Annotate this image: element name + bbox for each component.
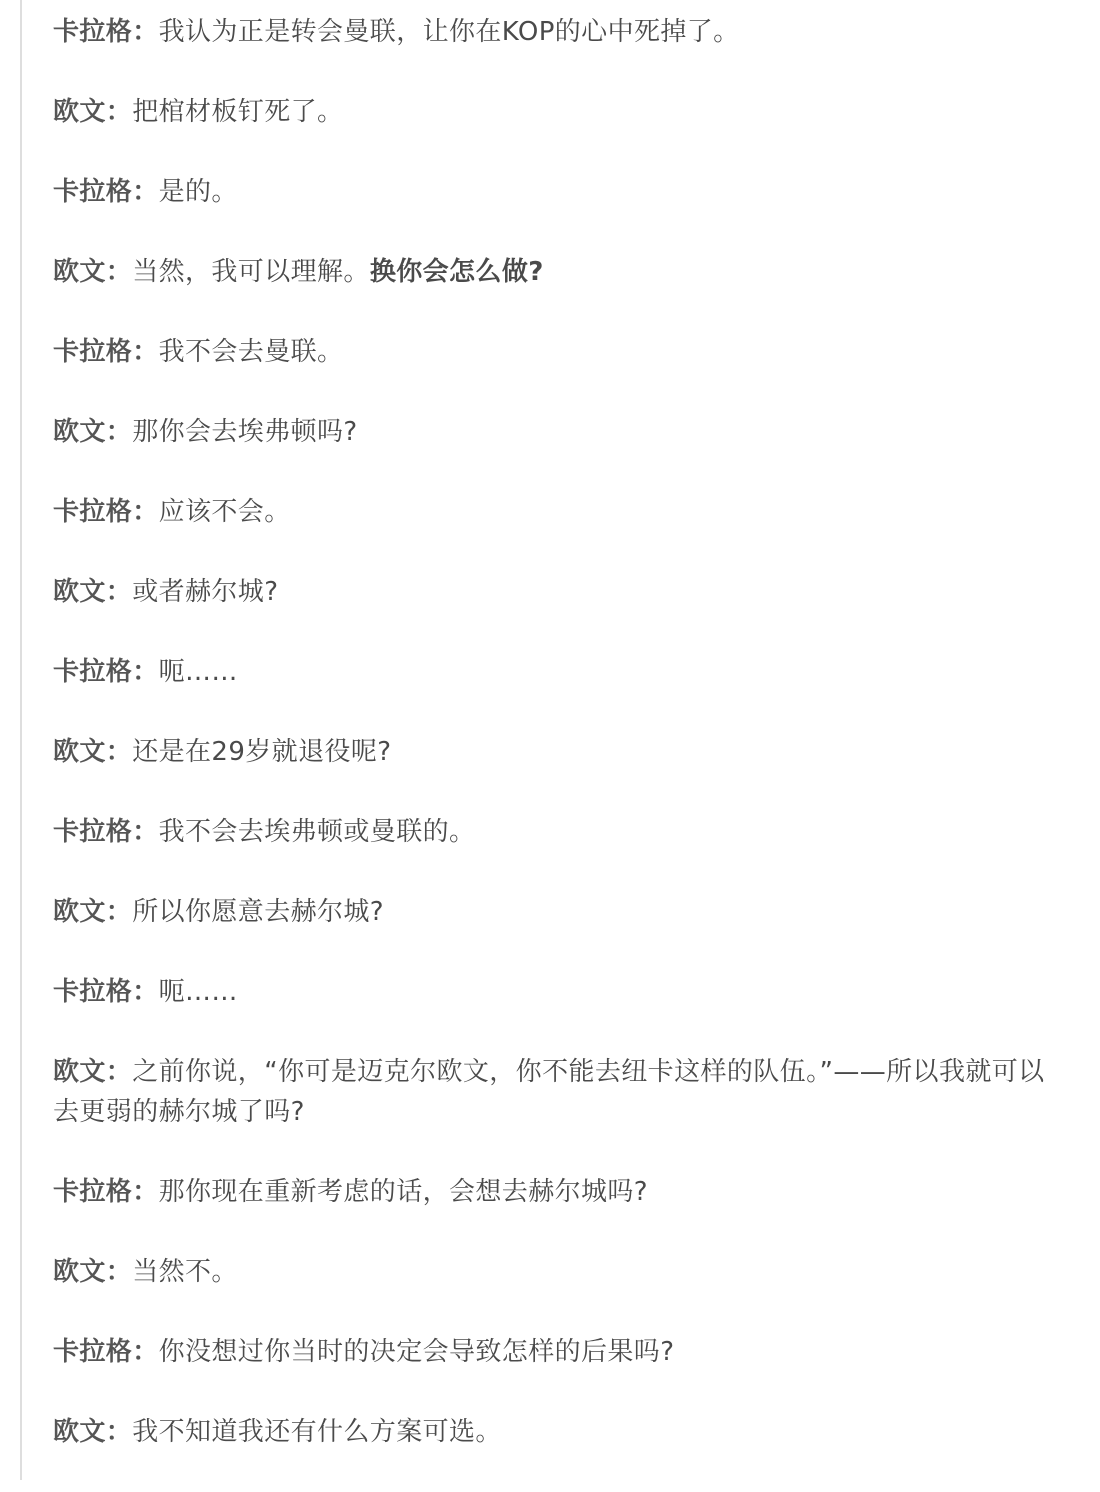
dialogue-text: 把棺材板钉死了。 xyxy=(132,97,344,127)
dialogue-line xyxy=(53,412,1065,452)
dialogue-line xyxy=(53,332,1065,372)
blockquote-border xyxy=(20,0,22,1480)
dialogue-line xyxy=(53,492,1065,532)
dialogue-text: 我不会去埃弗顿或曼联的。 xyxy=(158,817,476,847)
dialogue-line xyxy=(53,92,1065,132)
dialogue-line xyxy=(53,172,1065,212)
dialogue-line xyxy=(53,1252,1065,1292)
speaker-label: 欧文： xyxy=(53,1257,133,1287)
dialogue-text: 当然不。 xyxy=(132,1257,238,1287)
dialogue-line xyxy=(53,732,1065,772)
dialogue-text: 我不知道我还有什么方案可选。 xyxy=(132,1417,502,1447)
dialogue-text: 呃…… xyxy=(158,657,238,687)
speaker-label: 卡拉格： xyxy=(53,337,159,367)
interview-dialogue xyxy=(53,12,1065,1492)
dialogue-text: 我不会去曼联。 xyxy=(158,337,344,367)
speaker-label: 卡拉格： xyxy=(53,17,159,47)
dialogue-line xyxy=(53,1172,1065,1212)
dialogue-emphasis: 换你会怎么做? xyxy=(369,257,544,287)
dialogue-text: 还是在29岁就退役呢? xyxy=(132,737,392,767)
speaker-label: 卡拉格： xyxy=(53,977,159,1007)
dialogue-line xyxy=(53,252,1065,292)
dialogue-text: 应该不会。 xyxy=(158,497,291,527)
dialogue-text: 我认为正是转会曼联，让你在KOP的心中死掉了。 xyxy=(158,17,740,47)
dialogue-line xyxy=(53,892,1065,932)
speaker-label: 欧文： xyxy=(53,737,133,767)
dialogue-line xyxy=(53,12,1065,52)
speaker-label: 欧文： xyxy=(53,577,133,607)
dialogue-text: 所以你愿意去赫尔城? xyxy=(132,897,385,927)
speaker-label: 卡拉格： xyxy=(53,817,159,847)
dialogue-line xyxy=(53,1412,1065,1452)
speaker-label: 欧文： xyxy=(53,1057,133,1087)
dialogue-line xyxy=(53,652,1065,692)
dialogue-text: 之前你说，“你可是迈克尔欧文，你不能去纽卡这样的队伍。”——所以我就可以去更弱的赫尔城了吗? xyxy=(53,1057,1045,1127)
dialogue-text: 你没想过你当时的决定会导致怎样的后果吗? xyxy=(158,1337,675,1367)
dialogue-text: 或者赫尔城? xyxy=(132,577,279,607)
dialogue-line xyxy=(53,1332,1065,1372)
speaker-label: 卡拉格： xyxy=(53,177,159,207)
dialogue-text: 呃…… xyxy=(158,977,238,1007)
speaker-label: 欧文： xyxy=(53,1417,133,1447)
dialogue-text: 是的。 xyxy=(158,177,238,207)
speaker-label: 卡拉格： xyxy=(53,657,159,687)
speaker-label: 卡拉格： xyxy=(53,1337,159,1367)
speaker-label: 欧文： xyxy=(53,257,133,287)
speaker-label: 卡拉格： xyxy=(53,497,159,527)
dialogue-line xyxy=(53,972,1065,1012)
dialogue-text: 那你会去埃弗顿吗? xyxy=(132,417,358,447)
dialogue-line xyxy=(53,572,1065,612)
dialogue-text: 当然，我可以理解。 xyxy=(132,257,370,287)
dialogue-line xyxy=(53,812,1065,852)
speaker-label: 欧文： xyxy=(53,417,133,447)
speaker-label: 欧文： xyxy=(53,897,133,927)
dialogue-text: 那你现在重新考虑的话，会想去赫尔城吗? xyxy=(158,1177,649,1207)
speaker-label: 欧文： xyxy=(53,97,133,127)
dialogue-line xyxy=(53,1052,1065,1132)
speaker-label: 卡拉格： xyxy=(53,1177,159,1207)
